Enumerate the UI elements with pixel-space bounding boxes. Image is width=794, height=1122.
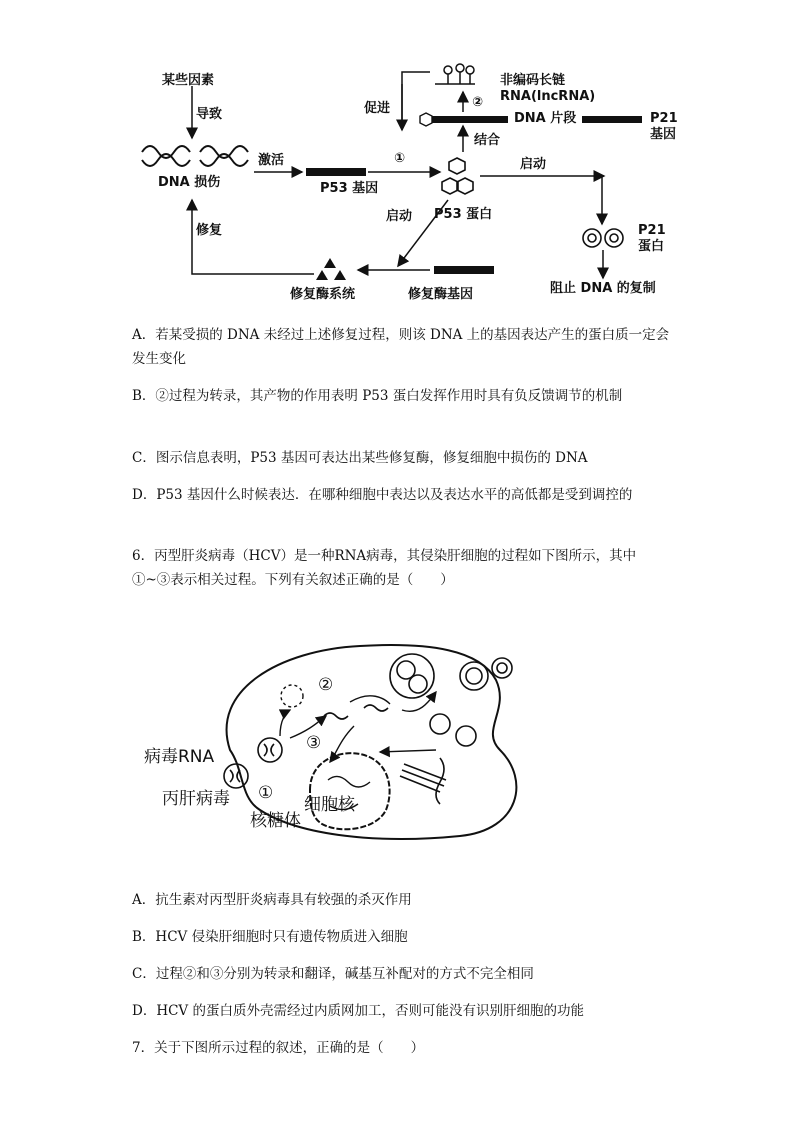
hcv-infection-graphics bbox=[140, 630, 540, 850]
cell-membrane bbox=[227, 645, 517, 839]
label-lncrna-1: 非编码长链 bbox=[500, 73, 566, 88]
label-dna-damage: DNA 损伤 bbox=[158, 175, 221, 190]
internalized-virus-icon bbox=[258, 738, 282, 762]
label-cause: 导致 bbox=[196, 107, 223, 122]
label-promote: 促进 bbox=[364, 101, 391, 116]
label-p21-protein-2: 蛋白 bbox=[638, 239, 665, 254]
dna-fragment-bar bbox=[430, 116, 508, 123]
q6-option-a: A．抗生素对丙型肝炎病毒具有较强的杀灭作用 bbox=[132, 892, 412, 908]
label-dna-fragment: DNA 片段 bbox=[514, 111, 577, 126]
p53-pathway-diagram bbox=[130, 60, 690, 310]
repair-enzyme-icon bbox=[316, 258, 346, 280]
label-circle2: ② bbox=[318, 675, 334, 695]
p21-gene-bar bbox=[582, 116, 642, 123]
p53-protein-icon bbox=[442, 158, 473, 194]
q6-stem: 6．丙型肝炎病毒（HCV）是一种RNA病毒，其侵染肝细胞的过程如下图所示，其中①~③表示相关过程。下列有关叙述正确的是（ ） bbox=[132, 548, 637, 588]
label-p53-protein: P53 蛋白 bbox=[434, 207, 493, 222]
lncrna-icon bbox=[435, 64, 475, 84]
q5-option-a: A．若某受损的 DNA 未经过上述修复过程，则该 DNA 上的基因表达产生的蛋白质一定会发生变化 bbox=[132, 327, 670, 367]
label-lncrna-2: RNA(lncRNA) bbox=[500, 89, 596, 104]
repair-gene-bar bbox=[434, 266, 494, 274]
q7-stem: 7．关于下图所示过程的叙述，正确的是（ ） bbox=[132, 1040, 425, 1056]
q5-option-c: C．图示信息表明，P53 基因可表达出某些修复酶，修复细胞中损伤的 DNA bbox=[132, 450, 588, 466]
label-p53-gene: P53 基因 bbox=[320, 181, 379, 196]
label-bind: 结合 bbox=[474, 133, 501, 148]
label-p21-gene-2: 基因 bbox=[650, 127, 677, 142]
p21-protein-icon bbox=[583, 229, 623, 247]
label-ribosome: 核糖体 bbox=[250, 811, 301, 831]
label-repair: 修复 bbox=[196, 223, 223, 238]
label-viral-rna: 病毒RNA bbox=[144, 747, 215, 767]
q6-option-c: C．过程②和③分别为转录和翻译，碱基互补配对的方式不完全相同 bbox=[132, 966, 534, 982]
endoplasmic-reticulum-icon bbox=[400, 758, 446, 804]
label-circle3: ③ bbox=[306, 733, 322, 753]
q6-option-b: B．HCV 侵染肝细胞时只有遗传物质进入细胞 bbox=[132, 929, 408, 945]
label-repair-system: 修复酶系统 bbox=[290, 287, 356, 302]
q5-option-d: D．P53 基因什么时候表达．在哪种细胞中表达以及表达水平的高低都是受到调控的 bbox=[132, 487, 633, 503]
label-start-top: 启动 bbox=[520, 157, 547, 172]
hcv-virus-icon bbox=[224, 764, 248, 788]
q5-option-b: B．②过程为转录，其产物的作用表明 P53 蛋白发挥作用时具有负反馈调节的机制 bbox=[132, 388, 623, 404]
label-repair-gene: 修复酶基因 bbox=[408, 287, 474, 302]
label-nucleus: 细胞核 bbox=[304, 795, 355, 815]
released-rna-dashed bbox=[281, 685, 303, 707]
label-circle1: ① bbox=[258, 783, 274, 803]
label-p21-gene-1: P21 bbox=[650, 111, 678, 126]
q6-option-d: D．HCV 的蛋白质外壳需经过内质网加工，否则可能没有识别肝细胞的功能 bbox=[132, 1003, 584, 1019]
label-hcv: 丙肝病毒 bbox=[162, 789, 230, 809]
label-activate: 激活 bbox=[258, 153, 285, 168]
dna-helix-icon bbox=[142, 146, 248, 166]
p53-gene-bar bbox=[306, 168, 366, 176]
label-circle2: ② bbox=[472, 95, 484, 110]
label-start-left: 启动 bbox=[386, 209, 413, 224]
label-factor: 某些因素 bbox=[162, 73, 215, 88]
nucleus-icon bbox=[310, 753, 390, 829]
label-circle1: ① bbox=[394, 151, 406, 166]
hcv-infection-diagram bbox=[140, 630, 540, 850]
label-p21-protein-1: P21 bbox=[638, 223, 666, 238]
label-block-dna: 阻止 DNA 的复制 bbox=[550, 281, 656, 296]
